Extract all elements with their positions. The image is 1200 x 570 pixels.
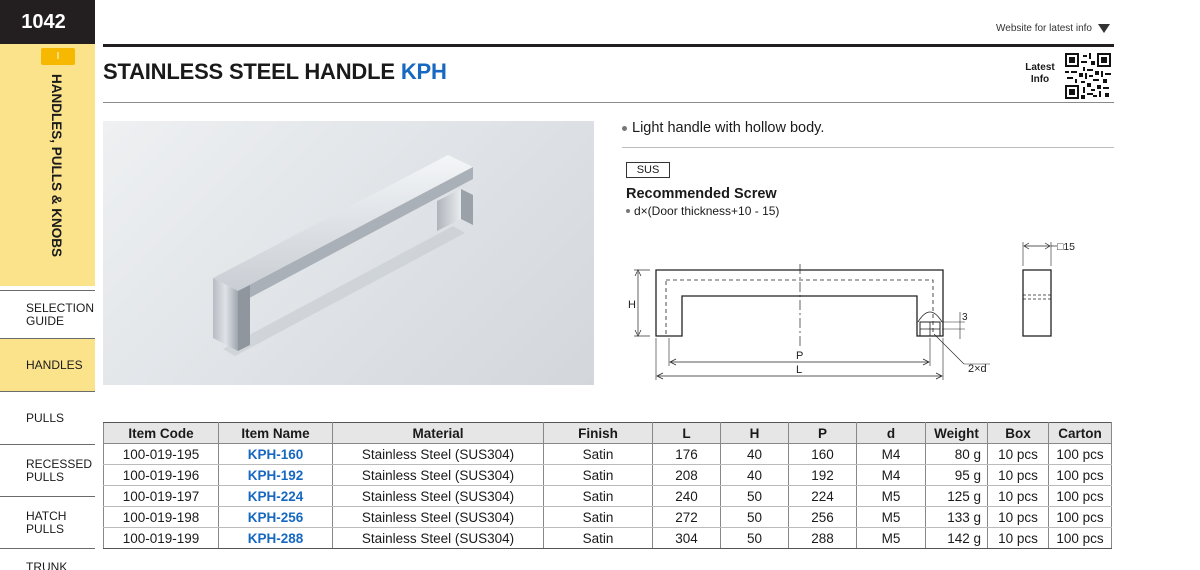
- square-dimension-label: □15: [1057, 241, 1076, 253]
- nav-item-label: TRUNK: [26, 560, 68, 570]
- table-cell: Satin: [544, 444, 653, 465]
- item-name-link[interactable]: KPH-192: [219, 465, 333, 486]
- column-header: P: [789, 423, 857, 444]
- info-divider: [622, 147, 1114, 148]
- table-cell: 10 pcs: [988, 507, 1049, 528]
- table-cell: 40: [721, 444, 789, 465]
- table-cell: 100-019-198: [104, 507, 219, 528]
- table-cell: 10 pcs: [988, 528, 1049, 549]
- table-cell: 160: [789, 444, 857, 465]
- l-dimension-label: L: [796, 364, 803, 376]
- nav-item-hatch-pulls[interactable]: [0, 496, 95, 548]
- nav-item-label: SELECTION GUIDE: [26, 300, 95, 328]
- table-cell: 100 pcs: [1049, 507, 1112, 528]
- category-label: HANDLES, PULLS & KNOBS: [49, 74, 64, 258]
- item-name-link[interactable]: KPH-288: [219, 528, 333, 549]
- latest-info-label: Latest Info: [1025, 62, 1055, 85]
- table-row: [104, 465, 1112, 486]
- table-cell: 176: [653, 444, 721, 465]
- table-cell: 50: [721, 528, 789, 549]
- table-cell: 224: [789, 486, 857, 507]
- sidebar: [0, 0, 95, 570]
- nav-item-trunk[interactable]: [0, 548, 95, 570]
- table-cell: Satin: [544, 486, 653, 507]
- table-cell: 125 g: [926, 486, 988, 507]
- table-cell: M4: [857, 465, 926, 486]
- spec-table: [103, 422, 1112, 549]
- table-row: [104, 507, 1112, 528]
- table-header-row: [104, 423, 1112, 444]
- bullet-icon: [622, 126, 627, 131]
- handle-photo-illustration: [103, 121, 594, 385]
- table-cell: 142 g: [926, 528, 988, 549]
- column-header: Item Name: [219, 423, 333, 444]
- nav-item-label: PULLS: [26, 410, 65, 425]
- table-cell: 100-019-197: [104, 486, 219, 507]
- qr-code-icon[interactable]: [1065, 53, 1111, 99]
- title-code: KPH: [400, 59, 447, 84]
- screw-note: [626, 204, 779, 218]
- p-dimension-label: P: [796, 350, 804, 362]
- table-row: [104, 444, 1112, 465]
- column-header: Finish: [544, 423, 653, 444]
- table-cell: 100 pcs: [1049, 528, 1112, 549]
- table-cell: 288: [789, 528, 857, 549]
- triangle-down-icon: [1098, 24, 1110, 33]
- page-number: 1042: [0, 0, 95, 44]
- column-header: Material: [333, 423, 544, 444]
- column-header: Carton: [1049, 423, 1112, 444]
- table-cell: 50: [721, 507, 789, 528]
- table-cell: 10 pcs: [988, 465, 1049, 486]
- table-row: [104, 486, 1112, 507]
- material-tag: SUS: [626, 162, 670, 178]
- h-dimension-label: H: [628, 299, 636, 311]
- table-cell: 100-019-195: [104, 444, 219, 465]
- feature-text: Light handle with hollow body.: [632, 120, 825, 136]
- screw-title: Recommended Screw: [626, 186, 777, 202]
- website-link-label: Website for latest info: [996, 23, 1092, 34]
- table-cell: 133 g: [926, 507, 988, 528]
- table-cell: Stainless Steel (SUS304): [333, 528, 544, 549]
- nav-item-selection-guide[interactable]: [0, 290, 95, 338]
- column-header: d: [857, 423, 926, 444]
- nav-item-label: RECESSED PULLS: [26, 456, 93, 484]
- column-header: Weight: [926, 423, 988, 444]
- table-cell: 40: [721, 465, 789, 486]
- table-cell: 95 g: [926, 465, 988, 486]
- table-cell: 304: [653, 528, 721, 549]
- nav-item-pulls[interactable]: [0, 391, 95, 444]
- table-cell: 10 pcs: [988, 486, 1049, 507]
- category-tab[interactable]: [0, 44, 95, 286]
- screw-note-text: d×(Door thickness+10 - 15): [634, 204, 780, 218]
- table-cell: 240: [653, 486, 721, 507]
- table-cell: 100-019-199: [104, 528, 219, 549]
- table-cell: 50: [721, 486, 789, 507]
- column-header: H: [721, 423, 789, 444]
- nav-item-label: HATCH PULLS: [26, 508, 67, 536]
- table-cell: 100-019-196: [104, 465, 219, 486]
- table-cell: Stainless Steel (SUS304): [333, 486, 544, 507]
- table-cell: 100 pcs: [1049, 444, 1112, 465]
- item-name-link[interactable]: KPH-224: [219, 486, 333, 507]
- header-divider: [103, 102, 1114, 103]
- table-cell: M5: [857, 486, 926, 507]
- table-cell: Stainless Steel (SUS304): [333, 444, 544, 465]
- bullet-icon: [626, 209, 630, 213]
- table-cell: Satin: [544, 465, 653, 486]
- table-cell: 256: [789, 507, 857, 528]
- table-cell: 272: [653, 507, 721, 528]
- table-cell: 208: [653, 465, 721, 486]
- column-header: Item Code: [104, 423, 219, 444]
- side-view: [1023, 270, 1051, 336]
- table-cell: 100 pcs: [1049, 486, 1112, 507]
- table-cell: 100 pcs: [1049, 465, 1112, 486]
- table-row: [104, 528, 1112, 549]
- table-cell: Stainless Steel (SUS304): [333, 465, 544, 486]
- technical-drawing: [620, 236, 1100, 386]
- feature-bullet: [622, 120, 824, 136]
- category-chip: I: [41, 48, 75, 65]
- table-cell: M4: [857, 444, 926, 465]
- table-cell: M5: [857, 507, 926, 528]
- item-name-link[interactable]: KPH-256: [219, 507, 333, 528]
- item-name-link[interactable]: KPH-160: [219, 444, 333, 465]
- header-rule: [103, 44, 1114, 47]
- website-link[interactable]: [996, 23, 1110, 34]
- column-header: L: [653, 423, 721, 444]
- screw-dimension-label: 2×d: [968, 363, 987, 375]
- table-cell: 192: [789, 465, 857, 486]
- table-cell: 10 pcs: [988, 444, 1049, 465]
- title-text: STAINLESS STEEL HANDLE: [103, 59, 395, 84]
- product-photo: [103, 121, 594, 385]
- three-dimension-label: 3: [962, 312, 968, 323]
- table-cell: 80 g: [926, 444, 988, 465]
- nav-item-recessed-pulls[interactable]: [0, 444, 95, 496]
- table-cell: Satin: [544, 507, 653, 528]
- column-header: Box: [988, 423, 1049, 444]
- table-cell: M5: [857, 528, 926, 549]
- page-title: [103, 59, 447, 85]
- nav-item-label: HANDLES: [26, 357, 83, 372]
- table-cell: Stainless Steel (SUS304): [333, 507, 544, 528]
- nav-item-handles[interactable]: [0, 338, 95, 391]
- table-cell: Satin: [544, 528, 653, 549]
